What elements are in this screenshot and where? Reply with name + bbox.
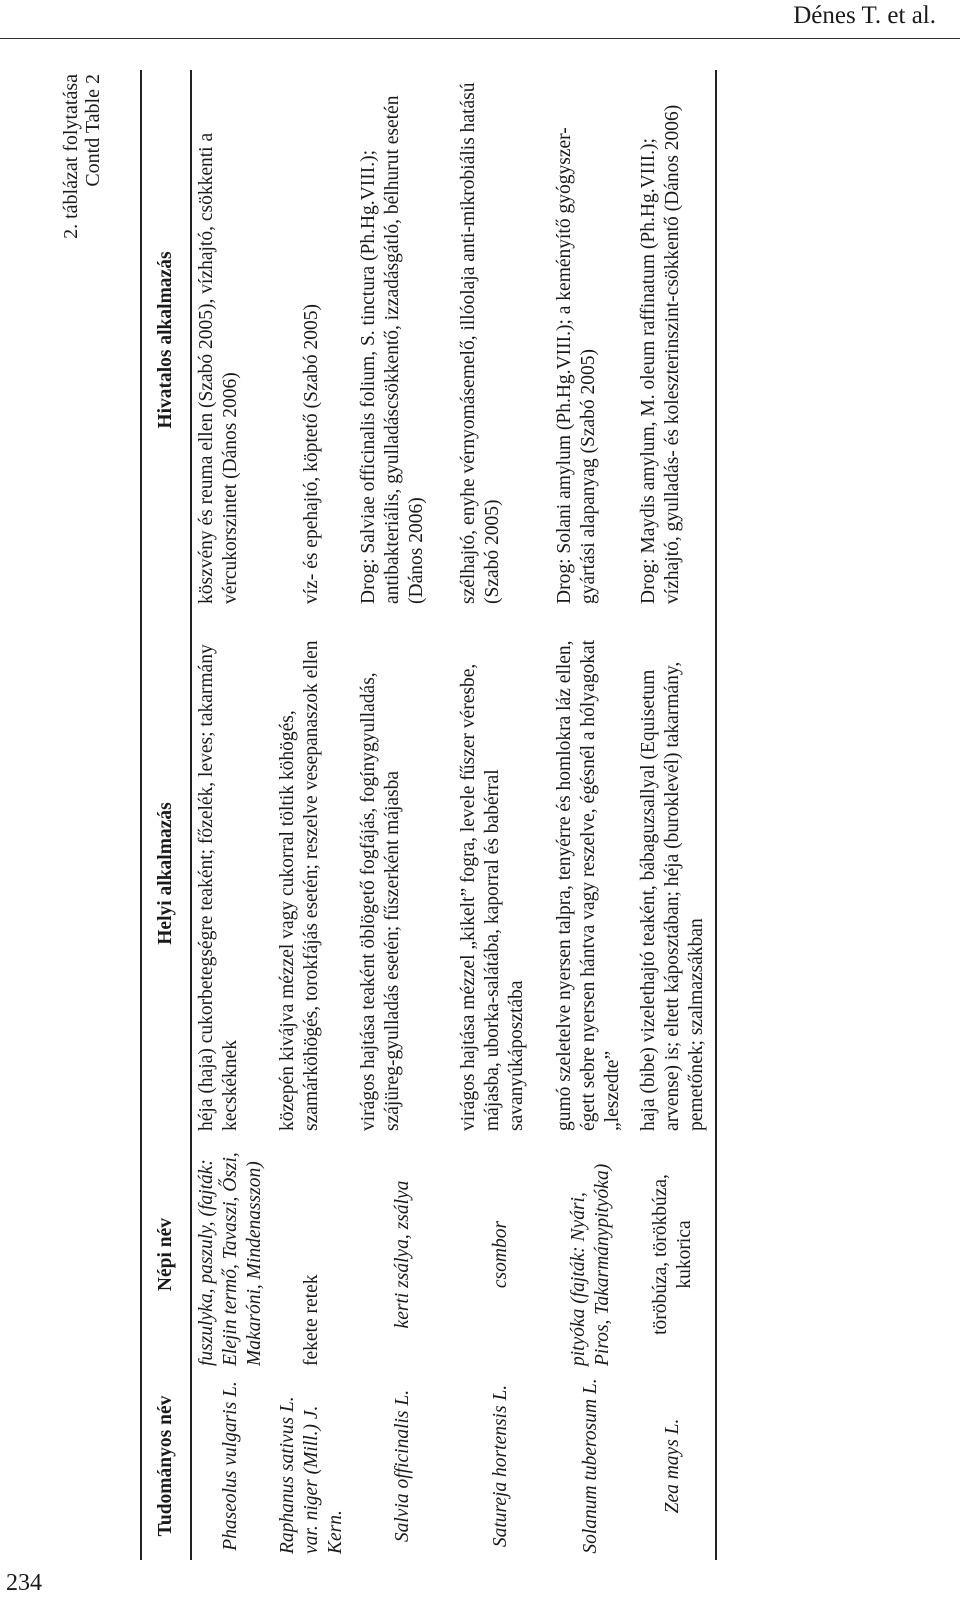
cell-local-use: haja (bibe) vizelethajtó teaként, bábaguzsallyal (Equisetum arvense) is; eltett káposztában; héja (buroklevél) takarmány, pemetőnek; szalmazsákban: [638, 661, 707, 1131]
page-number: 234: [6, 1570, 42, 1596]
cell-scientific-name: Phaseolus vulgaris L.: [220, 1381, 241, 1551]
caption-english: Contd Table 2: [82, 74, 104, 187]
cell-official-use: köszvény és reuma ellen (Szabó 2005), vízhajtó, csökkenti a vércukorszintet (Dános 2006): [196, 132, 241, 604]
cell-local-use: virágos hajtása teaként öblögető fogfájás, fogínygyulladás, szájüreg-gyulladás esetén; fűszerként májasba: [358, 672, 403, 1131]
header-scientific-name: Tudományos név: [155, 1395, 176, 1537]
table-row: [354, 70, 454, 1560]
table-caption: [60, 74, 104, 239]
cell-scientific-name: Zea mays L.: [662, 1418, 683, 1514]
cell-scientific-name: Raphanus sativus L. var. niger (Mill.) J. Kern.: [277, 1396, 346, 1554]
header-local-use: Helyi alkalmazás: [155, 802, 176, 945]
cell-folk-name: pityóka (fajták: Nyári, Piros, Takarmánypityóka): [567, 1163, 613, 1366]
running-head: Dénes T. et al.: [793, 2, 936, 29]
cell-scientific-name: Salvia officinalis L.: [391, 1389, 413, 1543]
cell-official-use: Drog: Solani amylum (Ph.Hg.VIII.); a keményítő gyógyszer-gyártási alapanyag (Szabó 2005): [554, 127, 599, 604]
table-row: [454, 70, 550, 1560]
cell-local-use: gumó szeletelve nyersen talpra, tenyérre és homlokra láz ellen, égett sebre nyersen hántva vagy reszelve, égésnél a hólyagokat „leszedte”: [554, 639, 623, 1131]
cell-local-use: virágos hajtása mézzel „kikelt” fogra, levele fűszer véresbe, májasba, uborka-salátába, kaporral és babérral savanyúkáposztába: [458, 663, 527, 1131]
table-row: [550, 70, 634, 1560]
cell-folk-name: fuszulyka, paszuly, (fajták: Elejin termő, Tavaszi, Őszi, Makaróni, Mindenasszon): [196, 1152, 265, 1366]
cell-folk-name: kerti zsálya, zsálya: [391, 1180, 413, 1329]
table-row: [634, 70, 716, 1560]
cell-official-use: Drog: Maydis amylum, M. oleum raffinatum (Ph.Hg.VIII.); vízhajtó, gyulladás- és koleszterinszint-csökkentő (Dános 2006): [638, 104, 683, 604]
cell-official-use: Drog: Salviae officinalis folium, S. tinctura (Ph.Hg.VIII.); antibakteriális, gyulladáscsökkentő, izzadásgátló, bélhurut esetén (Dános 2006): [358, 95, 427, 604]
rotated-table-page: [60, 70, 940, 1560]
cell-official-use: szélhajtó, enyhe vérnyomásemelő, illóolaja anti-mikrobiális hatású (Szabó 2005): [458, 82, 503, 604]
table-row: [273, 70, 354, 1560]
cell-folk-name: fekete retek: [301, 1274, 322, 1366]
cell-local-use: közepén kivájva mézzel vagy cukorral töltik köhögés, szamárköhögés, torokfájás esetén; reszelve vesepanaszok ellen: [277, 640, 322, 1131]
cell-scientific-name: Satureja hortensis L.: [489, 1384, 511, 1548]
table-row: [191, 70, 273, 1560]
header-rule: [0, 38, 960, 39]
cell-folk-name: csombor: [489, 1220, 511, 1289]
cell-folk-name: töröbúza, törökbúza, kukorica: [650, 1174, 695, 1335]
header-folk-name: Népi név: [155, 1217, 176, 1292]
cell-official-use: víz- és epehajtó, köptető (Szabó 2005): [301, 304, 322, 604]
caption-hungarian: 2. táblázat folytatása: [60, 74, 82, 239]
plant-use-table: [140, 70, 717, 1560]
table-header-row: [141, 70, 191, 1560]
cell-local-use: héja (haja) cukorbetegségre teaként; főzelék, leves; takarmány kecskéknek: [196, 644, 241, 1131]
header-official-use: Hivatalos alkalmazás: [155, 251, 176, 429]
cell-scientific-name: Solanum tuberosum L.: [579, 1378, 601, 1554]
